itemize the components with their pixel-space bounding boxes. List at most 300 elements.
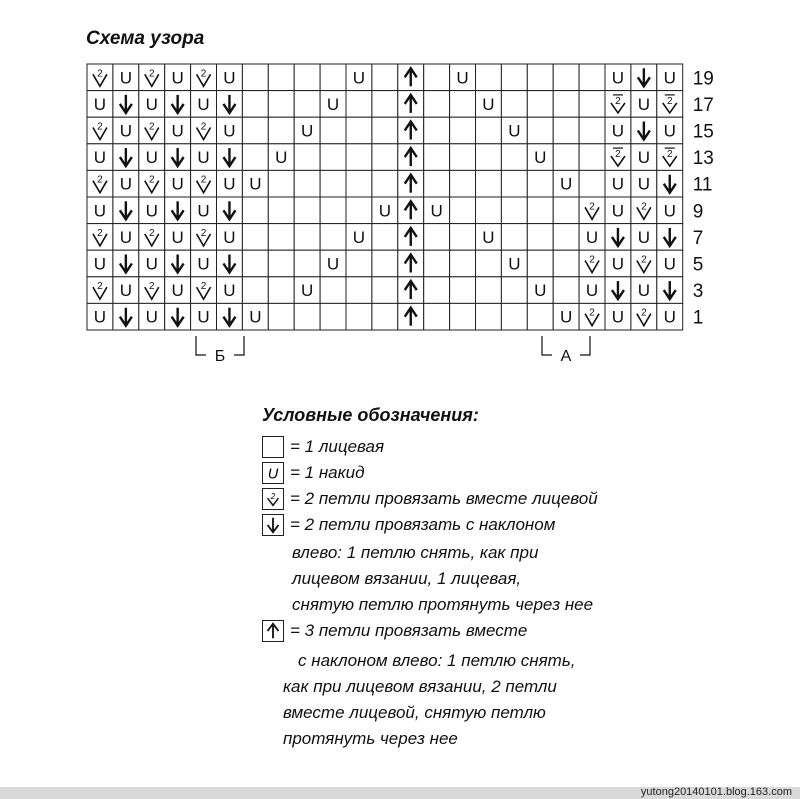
chart-cell bbox=[139, 224, 165, 251]
chart-cell bbox=[320, 91, 346, 118]
chart-cell bbox=[398, 91, 424, 118]
chart-cell bbox=[631, 117, 657, 144]
legend-k2tog-text: = 2 петли провязать вместе лицевой bbox=[290, 489, 598, 508]
yarn-over-symbol: U bbox=[197, 94, 210, 114]
repeat-bracket-a-label: А bbox=[560, 348, 572, 365]
row-number: 9 bbox=[692, 201, 704, 223]
chart-cell bbox=[476, 224, 502, 251]
legend-ssk-text-2: влево: 1 петлю снять, как при bbox=[292, 543, 539, 562]
k2tog-number: 2 bbox=[200, 281, 207, 293]
chart-cell bbox=[372, 91, 398, 118]
knitting-chart bbox=[0, 0, 800, 380]
watermark-bar bbox=[0, 787, 800, 799]
chart-cell bbox=[268, 170, 294, 197]
chart-cell bbox=[424, 64, 450, 91]
yarn-over-symbol: U bbox=[119, 281, 132, 301]
chart-cell bbox=[605, 303, 631, 330]
yarn-over-symbol: U bbox=[93, 148, 107, 168]
chart-cell bbox=[657, 170, 683, 197]
yarn-over-symbol: U bbox=[223, 121, 236, 141]
legend-item-k3tog bbox=[262, 618, 527, 644]
chart-cell bbox=[501, 117, 527, 144]
chart-cell bbox=[501, 144, 527, 171]
chart-cell bbox=[113, 144, 139, 171]
chart-cell bbox=[320, 144, 346, 171]
chart-cell bbox=[165, 91, 191, 118]
chart-cell bbox=[605, 91, 631, 118]
chart-cell bbox=[553, 197, 579, 224]
yarn-over-symbol: U bbox=[119, 68, 132, 88]
legend-yo-text: = 1 накид bbox=[290, 463, 365, 482]
chart-cell bbox=[657, 197, 683, 224]
yarn-over-symbol: U bbox=[663, 307, 676, 327]
yarn-over-symbol: U bbox=[223, 281, 236, 301]
row-number: 13 bbox=[692, 148, 714, 170]
chart-cell bbox=[139, 117, 165, 144]
chart-cell bbox=[294, 224, 320, 251]
chart-cell bbox=[268, 64, 294, 91]
yarn-over-symbol: U bbox=[637, 281, 650, 301]
chart-cell bbox=[657, 117, 683, 144]
chart-cell bbox=[268, 117, 294, 144]
chart-cell bbox=[398, 277, 424, 304]
yarn-over-symbol: U bbox=[326, 254, 340, 274]
chart-cell bbox=[242, 224, 268, 251]
chart-cell bbox=[113, 91, 139, 118]
chart-cell bbox=[268, 250, 294, 277]
yarn-over-symbol: U bbox=[637, 148, 650, 168]
chart-cell bbox=[346, 117, 372, 144]
legend-k3tog-text-1: = 3 петли провязать вместе bbox=[290, 621, 528, 640]
yarn-over-symbol: U bbox=[223, 68, 236, 88]
chart-cell bbox=[113, 224, 139, 251]
chart-cell bbox=[631, 91, 657, 118]
row-number: 7 bbox=[692, 227, 704, 249]
chart-cell bbox=[191, 64, 217, 91]
chart-cell bbox=[605, 277, 631, 304]
legend-item-yarn-over bbox=[262, 460, 365, 486]
chart-cell bbox=[191, 144, 217, 171]
chart-cell bbox=[450, 197, 476, 224]
yarn-over-symbol: U bbox=[171, 174, 184, 194]
chart-cell bbox=[527, 277, 553, 304]
chart-cell bbox=[268, 303, 294, 330]
chart-cell bbox=[450, 64, 476, 91]
yarn-over-symbol: U bbox=[145, 94, 158, 114]
yarn-over-symbol: U bbox=[585, 281, 599, 301]
chart-cell bbox=[450, 303, 476, 330]
yarn-over-symbol: U bbox=[249, 307, 262, 327]
chart-cell bbox=[113, 303, 139, 330]
repeat-bracket-a bbox=[542, 336, 590, 365]
chart-cell bbox=[87, 224, 113, 251]
chart-cell bbox=[294, 250, 320, 277]
chart-cell bbox=[450, 144, 476, 171]
chart-cell bbox=[657, 277, 683, 304]
yarn-over-symbol: U bbox=[482, 94, 495, 114]
yarn-over-symbol: U bbox=[637, 227, 650, 247]
chart-cell bbox=[579, 197, 605, 224]
chart-cell bbox=[579, 303, 605, 330]
chart-cell bbox=[398, 303, 424, 330]
yarn-over-symbol: U bbox=[249, 174, 262, 194]
chart-cell bbox=[631, 197, 657, 224]
chart-cell bbox=[268, 197, 294, 224]
k2tog-number: 2 bbox=[641, 307, 647, 319]
yarn-over-symbol: U bbox=[301, 281, 314, 301]
chart-cell bbox=[579, 250, 605, 277]
chart-cell bbox=[579, 170, 605, 197]
chart-cell bbox=[294, 64, 320, 91]
chart-cell bbox=[320, 170, 346, 197]
yarn-over-symbol: U bbox=[560, 307, 573, 327]
legend-k3tog-text-2: с наклоном влево: 1 петлю снять, bbox=[298, 651, 576, 670]
chart-cell bbox=[320, 64, 346, 91]
chart-cell bbox=[346, 303, 372, 330]
chart-cell bbox=[501, 91, 527, 118]
chart-cell bbox=[165, 144, 191, 171]
chart-cell bbox=[268, 224, 294, 251]
yarn-over-symbol: U bbox=[508, 121, 521, 141]
chart-cell bbox=[553, 64, 579, 91]
yarn-over-glyph: U bbox=[267, 466, 279, 483]
chart-cell bbox=[242, 117, 268, 144]
k2tog-number: 2 bbox=[200, 121, 207, 133]
chart-cell bbox=[320, 277, 346, 304]
chart-cell bbox=[217, 170, 243, 197]
k2tog-number: 2 bbox=[666, 149, 673, 161]
chart-cell bbox=[631, 250, 657, 277]
chart-cell bbox=[476, 197, 502, 224]
chart-cell bbox=[424, 303, 450, 330]
chart-cell bbox=[553, 144, 579, 171]
k2tog-number: 2 bbox=[615, 95, 621, 107]
chart-cell bbox=[242, 303, 268, 330]
chart-cell bbox=[320, 224, 346, 251]
chart-cell bbox=[346, 170, 372, 197]
chart-cell bbox=[217, 197, 243, 224]
k2tog-glyph: 2 bbox=[270, 492, 276, 501]
yarn-over-symbol: U bbox=[197, 148, 210, 168]
chart-cell bbox=[424, 91, 450, 118]
chart-cell bbox=[165, 170, 191, 197]
yarn-over-icon bbox=[262, 462, 284, 484]
chart-cell bbox=[242, 64, 268, 91]
yarn-over-symbol: U bbox=[145, 148, 158, 168]
yarn-over-symbol: U bbox=[223, 227, 236, 247]
chart-cell bbox=[268, 91, 294, 118]
k2tog-number: 2 bbox=[97, 281, 103, 293]
chart-cell bbox=[165, 64, 191, 91]
chart-cell bbox=[424, 277, 450, 304]
chart-cell bbox=[139, 197, 165, 224]
chart-cell bbox=[501, 224, 527, 251]
chart-cell bbox=[501, 277, 527, 304]
k2tog-number: 2 bbox=[615, 149, 621, 161]
chart-cell bbox=[268, 144, 294, 171]
k2tog-number: 2 bbox=[148, 174, 155, 186]
yarn-over-symbol: U bbox=[611, 254, 625, 274]
chart-cell bbox=[268, 277, 294, 304]
chart-cell bbox=[372, 170, 398, 197]
k2tog-number: 2 bbox=[200, 227, 207, 239]
yarn-over-symbol: U bbox=[93, 201, 107, 221]
chart-cell bbox=[242, 91, 268, 118]
chart-cell bbox=[372, 117, 398, 144]
chart-cell bbox=[217, 91, 243, 118]
ssk-arrow-down-icon bbox=[262, 514, 284, 536]
chart-cell bbox=[579, 117, 605, 144]
chart-cell bbox=[631, 303, 657, 330]
repeat-bracket-b-label: Б bbox=[214, 348, 226, 365]
chart-cell bbox=[165, 277, 191, 304]
chart-cell bbox=[294, 170, 320, 197]
chart-cell bbox=[553, 277, 579, 304]
legend-k3tog-text-3: как при лицевом вязании, 2 петли bbox=[283, 677, 557, 696]
chart-cell bbox=[217, 277, 243, 304]
chart-cell bbox=[87, 197, 113, 224]
chart-cell bbox=[294, 303, 320, 330]
chart-cell bbox=[605, 250, 631, 277]
chart-cell bbox=[605, 170, 631, 197]
chart-cell bbox=[501, 197, 527, 224]
chart-cell bbox=[294, 144, 320, 171]
chart-cell bbox=[165, 224, 191, 251]
yarn-over-symbol: U bbox=[352, 227, 366, 247]
yarn-over-symbol: U bbox=[145, 254, 158, 274]
chart-cell bbox=[346, 91, 372, 118]
k2tog-number: 2 bbox=[148, 281, 155, 293]
chart-cell bbox=[372, 64, 398, 91]
chart-cell bbox=[476, 117, 502, 144]
chart-cell bbox=[113, 197, 139, 224]
chart-cell bbox=[87, 64, 113, 91]
chart-cell bbox=[476, 250, 502, 277]
chart-cell bbox=[476, 303, 502, 330]
chart-cell bbox=[346, 277, 372, 304]
chart-cell bbox=[424, 144, 450, 171]
chart-cell bbox=[372, 250, 398, 277]
chart-cell bbox=[553, 224, 579, 251]
yarn-over-symbol: U bbox=[197, 201, 210, 221]
yarn-over-symbol: U bbox=[611, 121, 625, 141]
k2tog-icon bbox=[262, 488, 284, 510]
chart-cell bbox=[450, 117, 476, 144]
chart-cell bbox=[139, 250, 165, 277]
yarn-over-symbol: U bbox=[663, 68, 676, 88]
legend-title: Условные обозначения: bbox=[262, 405, 479, 425]
chart-cell bbox=[372, 224, 398, 251]
chart-cell bbox=[657, 224, 683, 251]
chart-cell bbox=[320, 197, 346, 224]
chart-cell bbox=[87, 91, 113, 118]
chart-cell bbox=[527, 144, 553, 171]
yarn-over-symbol: U bbox=[145, 307, 158, 327]
yarn-over-symbol: U bbox=[171, 121, 184, 141]
repeat-bracket-b bbox=[196, 336, 244, 365]
chart-cell bbox=[501, 303, 527, 330]
chart-cell bbox=[346, 197, 372, 224]
chart-cell bbox=[579, 224, 605, 251]
chart-cell bbox=[657, 250, 683, 277]
chart-cell bbox=[501, 250, 527, 277]
chart-cell bbox=[527, 170, 553, 197]
k2tog-number: 2 bbox=[589, 254, 595, 266]
chart-cell bbox=[87, 250, 113, 277]
watermark-text: yutong20140101.blog.163.com bbox=[640, 786, 792, 798]
yarn-over-symbol: U bbox=[93, 307, 107, 327]
yarn-over-symbol: U bbox=[637, 174, 650, 194]
chart-cell bbox=[372, 197, 398, 224]
chart-cell bbox=[191, 91, 217, 118]
row-number: 15 bbox=[692, 121, 714, 143]
yarn-over-symbol: U bbox=[171, 68, 184, 88]
yarn-over-symbol: U bbox=[145, 201, 158, 221]
k2tog-number: 2 bbox=[97, 174, 103, 186]
yarn-over-symbol: U bbox=[352, 68, 366, 88]
chart-cell bbox=[191, 197, 217, 224]
chart-cell bbox=[527, 250, 553, 277]
chart-cell bbox=[165, 250, 191, 277]
chart-cell bbox=[165, 197, 191, 224]
chart-cell bbox=[346, 144, 372, 171]
yarn-over-symbol: U bbox=[197, 254, 210, 274]
chart-cell bbox=[450, 170, 476, 197]
yarn-over-symbol: U bbox=[482, 227, 495, 247]
k2tog-number: 2 bbox=[97, 68, 103, 80]
chart-cell bbox=[605, 64, 631, 91]
chart-cell bbox=[398, 170, 424, 197]
chart-cell bbox=[605, 224, 631, 251]
chart-cell bbox=[346, 250, 372, 277]
chart-cell bbox=[217, 224, 243, 251]
chart-cell bbox=[476, 64, 502, 91]
chart-cell bbox=[113, 250, 139, 277]
chart-cell bbox=[372, 303, 398, 330]
yarn-over-symbol: U bbox=[663, 121, 676, 141]
chart-cell bbox=[631, 144, 657, 171]
chart-cell bbox=[242, 144, 268, 171]
chart-cell bbox=[450, 91, 476, 118]
chart-cell bbox=[657, 91, 683, 118]
chart-cell bbox=[294, 277, 320, 304]
chart-cell bbox=[217, 117, 243, 144]
chart-cell bbox=[527, 117, 553, 144]
legend-ssk-text-1: = 2 петли провязать с наклоном bbox=[290, 515, 556, 534]
yarn-over-symbol: U bbox=[611, 307, 625, 327]
chart-cell bbox=[450, 277, 476, 304]
chart-cell bbox=[294, 117, 320, 144]
yarn-over-symbol: U bbox=[534, 148, 547, 168]
yarn-over-symbol: U bbox=[197, 307, 210, 327]
yarn-over-symbol: U bbox=[119, 174, 132, 194]
chart-cell bbox=[579, 277, 605, 304]
yarn-over-symbol: U bbox=[171, 281, 184, 301]
chart-cell bbox=[476, 91, 502, 118]
yarn-over-symbol: U bbox=[326, 94, 340, 114]
yarn-over-symbol: U bbox=[171, 227, 184, 247]
yarn-over-symbol: U bbox=[663, 254, 676, 274]
chart-cell bbox=[476, 277, 502, 304]
chart-cell bbox=[320, 303, 346, 330]
chart-cell bbox=[242, 170, 268, 197]
chart-cell bbox=[191, 224, 217, 251]
chart-cell bbox=[242, 250, 268, 277]
row-number: 11 bbox=[692, 174, 713, 196]
k2tog-number: 2 bbox=[641, 254, 647, 266]
row-number: 3 bbox=[692, 281, 704, 303]
yarn-over-symbol: U bbox=[611, 174, 625, 194]
chart-cell bbox=[113, 277, 139, 304]
chart-cell bbox=[139, 64, 165, 91]
chart-cell bbox=[605, 117, 631, 144]
chart-cell bbox=[346, 224, 372, 251]
chart-cell bbox=[476, 170, 502, 197]
chart-cell bbox=[113, 117, 139, 144]
chart-cell bbox=[424, 117, 450, 144]
chart-cell bbox=[217, 64, 243, 91]
chart-cell bbox=[553, 117, 579, 144]
yarn-over-symbol: U bbox=[611, 68, 625, 88]
chart-cell bbox=[139, 303, 165, 330]
chart-cell bbox=[139, 170, 165, 197]
chart-cell bbox=[424, 224, 450, 251]
chart-cell bbox=[527, 197, 553, 224]
chart-cell bbox=[372, 144, 398, 171]
chart-cell bbox=[217, 250, 243, 277]
chart-cell bbox=[191, 277, 217, 304]
yarn-over-symbol: U bbox=[663, 201, 676, 221]
chart-cell bbox=[553, 250, 579, 277]
yarn-over-symbol: U bbox=[611, 201, 625, 221]
chart-cell bbox=[320, 250, 346, 277]
k2tog-number: 2 bbox=[148, 227, 155, 239]
legend-ssk-text-3: лицевом вязании, 1 лицевая, bbox=[292, 569, 522, 588]
chart-cell bbox=[579, 64, 605, 91]
yarn-over-symbol: U bbox=[456, 68, 469, 88]
yarn-over-symbol: U bbox=[637, 94, 650, 114]
legend-item-knit bbox=[262, 434, 384, 460]
chart-cell bbox=[631, 277, 657, 304]
k3tog-arrow-up-icon bbox=[262, 620, 284, 642]
chart-cell bbox=[294, 91, 320, 118]
yarn-over-symbol: U bbox=[119, 227, 132, 247]
row-number: 5 bbox=[692, 254, 704, 276]
row-number: 1 bbox=[692, 307, 704, 329]
chart-cell bbox=[501, 170, 527, 197]
chart-cell bbox=[398, 224, 424, 251]
chart-cell bbox=[139, 277, 165, 304]
legend-knit-text: = 1 лицевая bbox=[290, 437, 385, 456]
chart-cell bbox=[476, 144, 502, 171]
chart-cell bbox=[113, 170, 139, 197]
chart-cell bbox=[501, 64, 527, 91]
yarn-over-symbol: U bbox=[378, 201, 391, 221]
chart-cell bbox=[579, 144, 605, 171]
chart-cell bbox=[242, 197, 268, 224]
chart-cell bbox=[527, 224, 553, 251]
chart-cell bbox=[191, 250, 217, 277]
legend-k3tog-text-4: вместе лицевой, снятую петлю bbox=[283, 703, 546, 722]
chart-cell bbox=[398, 117, 424, 144]
legend-ssk-text-4: снятую петлю протянуть через нее bbox=[292, 595, 594, 614]
chart-cell bbox=[165, 303, 191, 330]
yarn-over-symbol: U bbox=[301, 121, 314, 141]
chart-cell bbox=[87, 303, 113, 330]
yarn-over-symbol: U bbox=[93, 254, 107, 274]
chart-cell bbox=[139, 91, 165, 118]
chart-cell bbox=[320, 117, 346, 144]
